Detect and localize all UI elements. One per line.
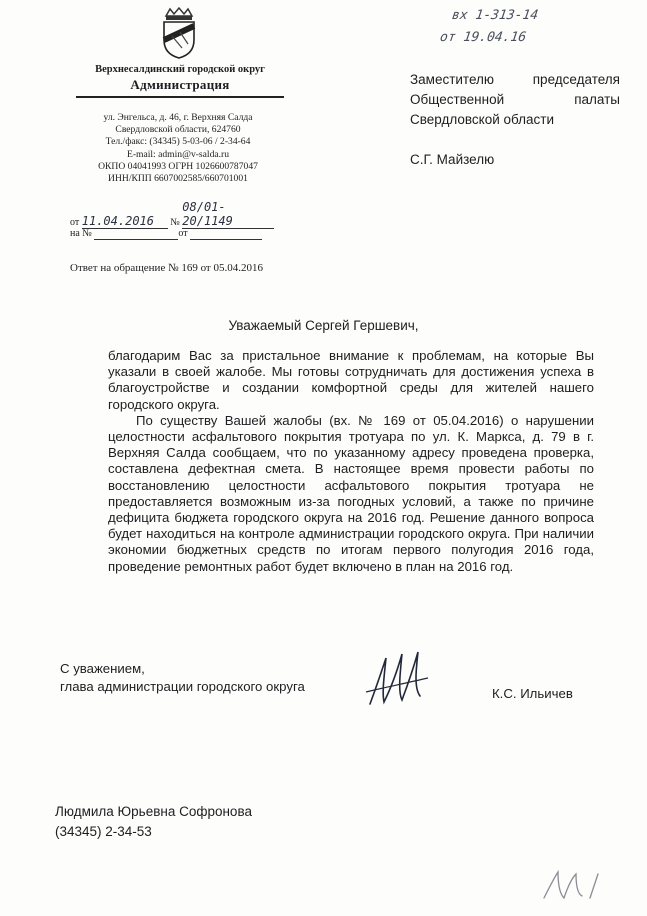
org-contacts — [78, 112, 278, 185]
org-okpo: ОКПО 04041993 ОГРН 1026600787047 — [98, 160, 258, 172]
executor-name: Людмила Юрьевна Софронова — [55, 804, 252, 819]
body-paragraph: благодарим Вас за пристальное внимание к проблемам, на которые Вы указали в своей жалобе. Мы готовы сотрудничать для достижения успеха в благоустройстве и создании комфортной среды для жителей нашего городского округа. — [108, 348, 594, 412]
header-rule — [76, 96, 284, 98]
org-admin-title: Администрация — [130, 77, 230, 92]
signer-name: К.С. Ильичев — [492, 686, 573, 701]
addressee-block — [410, 70, 620, 130]
body-paragraph: По существу Вашей жалобы (вх. № 169 от 05.04.2016) о нарушении целостности асфальтового покрытия тротуара по ул. К. Маркса, д. 79 в г. Верхняя Салда сообщаем, что по указанному адресу проведена проверка, составлена дефектная смета. В настоящее время провести работы по восстановлению целостности асфальтового покрытия тротуара не предоставляется возможным из-за погодных условий, а также по причине дефицита бюджета городского округа на 2016 год. Решение данного вопроса будет находиться на контроле администрации городского округа. При наличии экономии бюджетных средств по итогам первого полугодия 2016 года, проведение ремонтных работ будет включено в план на 2016 год. — [108, 412, 594, 574]
addressee-name: С.Г. Майзелю — [410, 152, 495, 167]
coat-of-arms-icon — [158, 6, 200, 60]
addressee-word: Общественной — [410, 92, 505, 107]
org-email: E-mail: admin@v-salda.ru — [126, 148, 230, 160]
letter-body — [108, 348, 594, 575]
incoming-date: от 19.04.16 — [438, 30, 528, 45]
outgoing-number: 08/01-20/1149 — [182, 200, 274, 229]
closing-position: глава администрации городского округа — [60, 679, 305, 694]
reply-date-blank — [190, 228, 262, 240]
reply-number-blank — [94, 228, 178, 240]
addressee-region: Свердловской области — [410, 112, 555, 127]
addressee-word: палаты — [574, 92, 620, 107]
outgoing-registration — [70, 200, 274, 229]
org-address-line: ул. Энгельса, д. 46, г. Верхняя Салда — [103, 112, 253, 123]
executor-phone: (34345) 2-34-53 — [55, 824, 152, 839]
org-header — [70, 64, 290, 98]
ot-label: от — [178, 228, 188, 239]
addressee-word: председателя — [532, 72, 620, 87]
na-label: на № — [70, 228, 92, 239]
org-inn: ИНН/КПП 6607002585/660701001 — [108, 173, 248, 185]
org-phone: Тел./факс: (34345) 5-03-06 / 2-34-64 — [105, 136, 251, 148]
closing-block — [60, 660, 305, 696]
from-label: от — [70, 217, 80, 228]
handwritten-signature — [362, 648, 432, 708]
salutation: Уважаемый Сергей Гершевич, — [228, 318, 419, 333]
reference-line: Ответ на обращение № 169 от 05.04.2016 — [70, 262, 263, 274]
outgoing-date: 11.04.2016 — [82, 214, 168, 229]
number-label: № — [170, 217, 180, 228]
addressee-word: Заместителю — [410, 72, 495, 87]
closing-regards: С уважением, — [60, 661, 145, 676]
org-name: Верхнесалдинский городской округ — [95, 64, 265, 75]
corner-handwritten-mark — [540, 868, 610, 902]
org-address-line: Свердловской области, 624760 — [115, 124, 241, 136]
executor-block — [55, 802, 252, 842]
incoming-number: вх 1-313-14 — [450, 8, 540, 23]
reply-to-registration — [70, 228, 262, 240]
